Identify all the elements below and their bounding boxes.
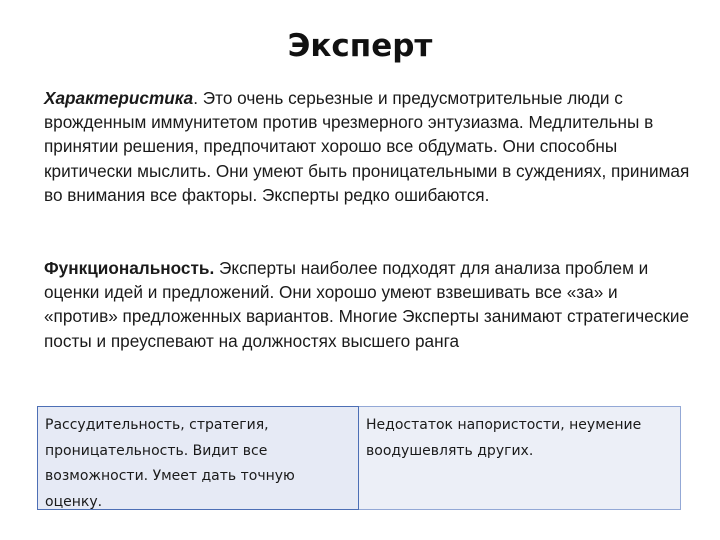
strengths-weaknesses-table — [37, 406, 681, 510]
characteristic-paragraph — [44, 86, 694, 207]
characteristic-text: . Это очень серьезные и предусмотрительные люди с врожденным иммунитетом против чрезмерного энтузиазма. Медлительны в принятии решения, предпочитают хорошо все обдумать. Они способны критически мыслить. Они умеют быть проницательными в суждениях, принимая во внимания все факторы. Эксперты редко ошибаются. — [44, 88, 690, 205]
functionality-paragraph — [44, 256, 694, 353]
functionality-text: Эксперты наиболее подходят для анализа проблем и оценки идей и предложений. Они хорошо умеют взвешивать все «за» и «против» предложенных вариантов. Многие Эксперты занимают стратегические посты и преуспевают на должностях высшего ранга — [44, 258, 690, 351]
functionality-lead: Функциональность. — [44, 258, 215, 278]
slide-title: Эксперт — [287, 28, 433, 64]
strengths-cell: Рассудительность, стратегия, проницательность. Видит все возможности. Умеет дать точную оценку. — [37, 406, 359, 510]
weaknesses-cell: Недостаток напористости, неумение воодушевлять других. — [359, 406, 681, 510]
characteristic-lead: Характеристика — [44, 88, 194, 108]
